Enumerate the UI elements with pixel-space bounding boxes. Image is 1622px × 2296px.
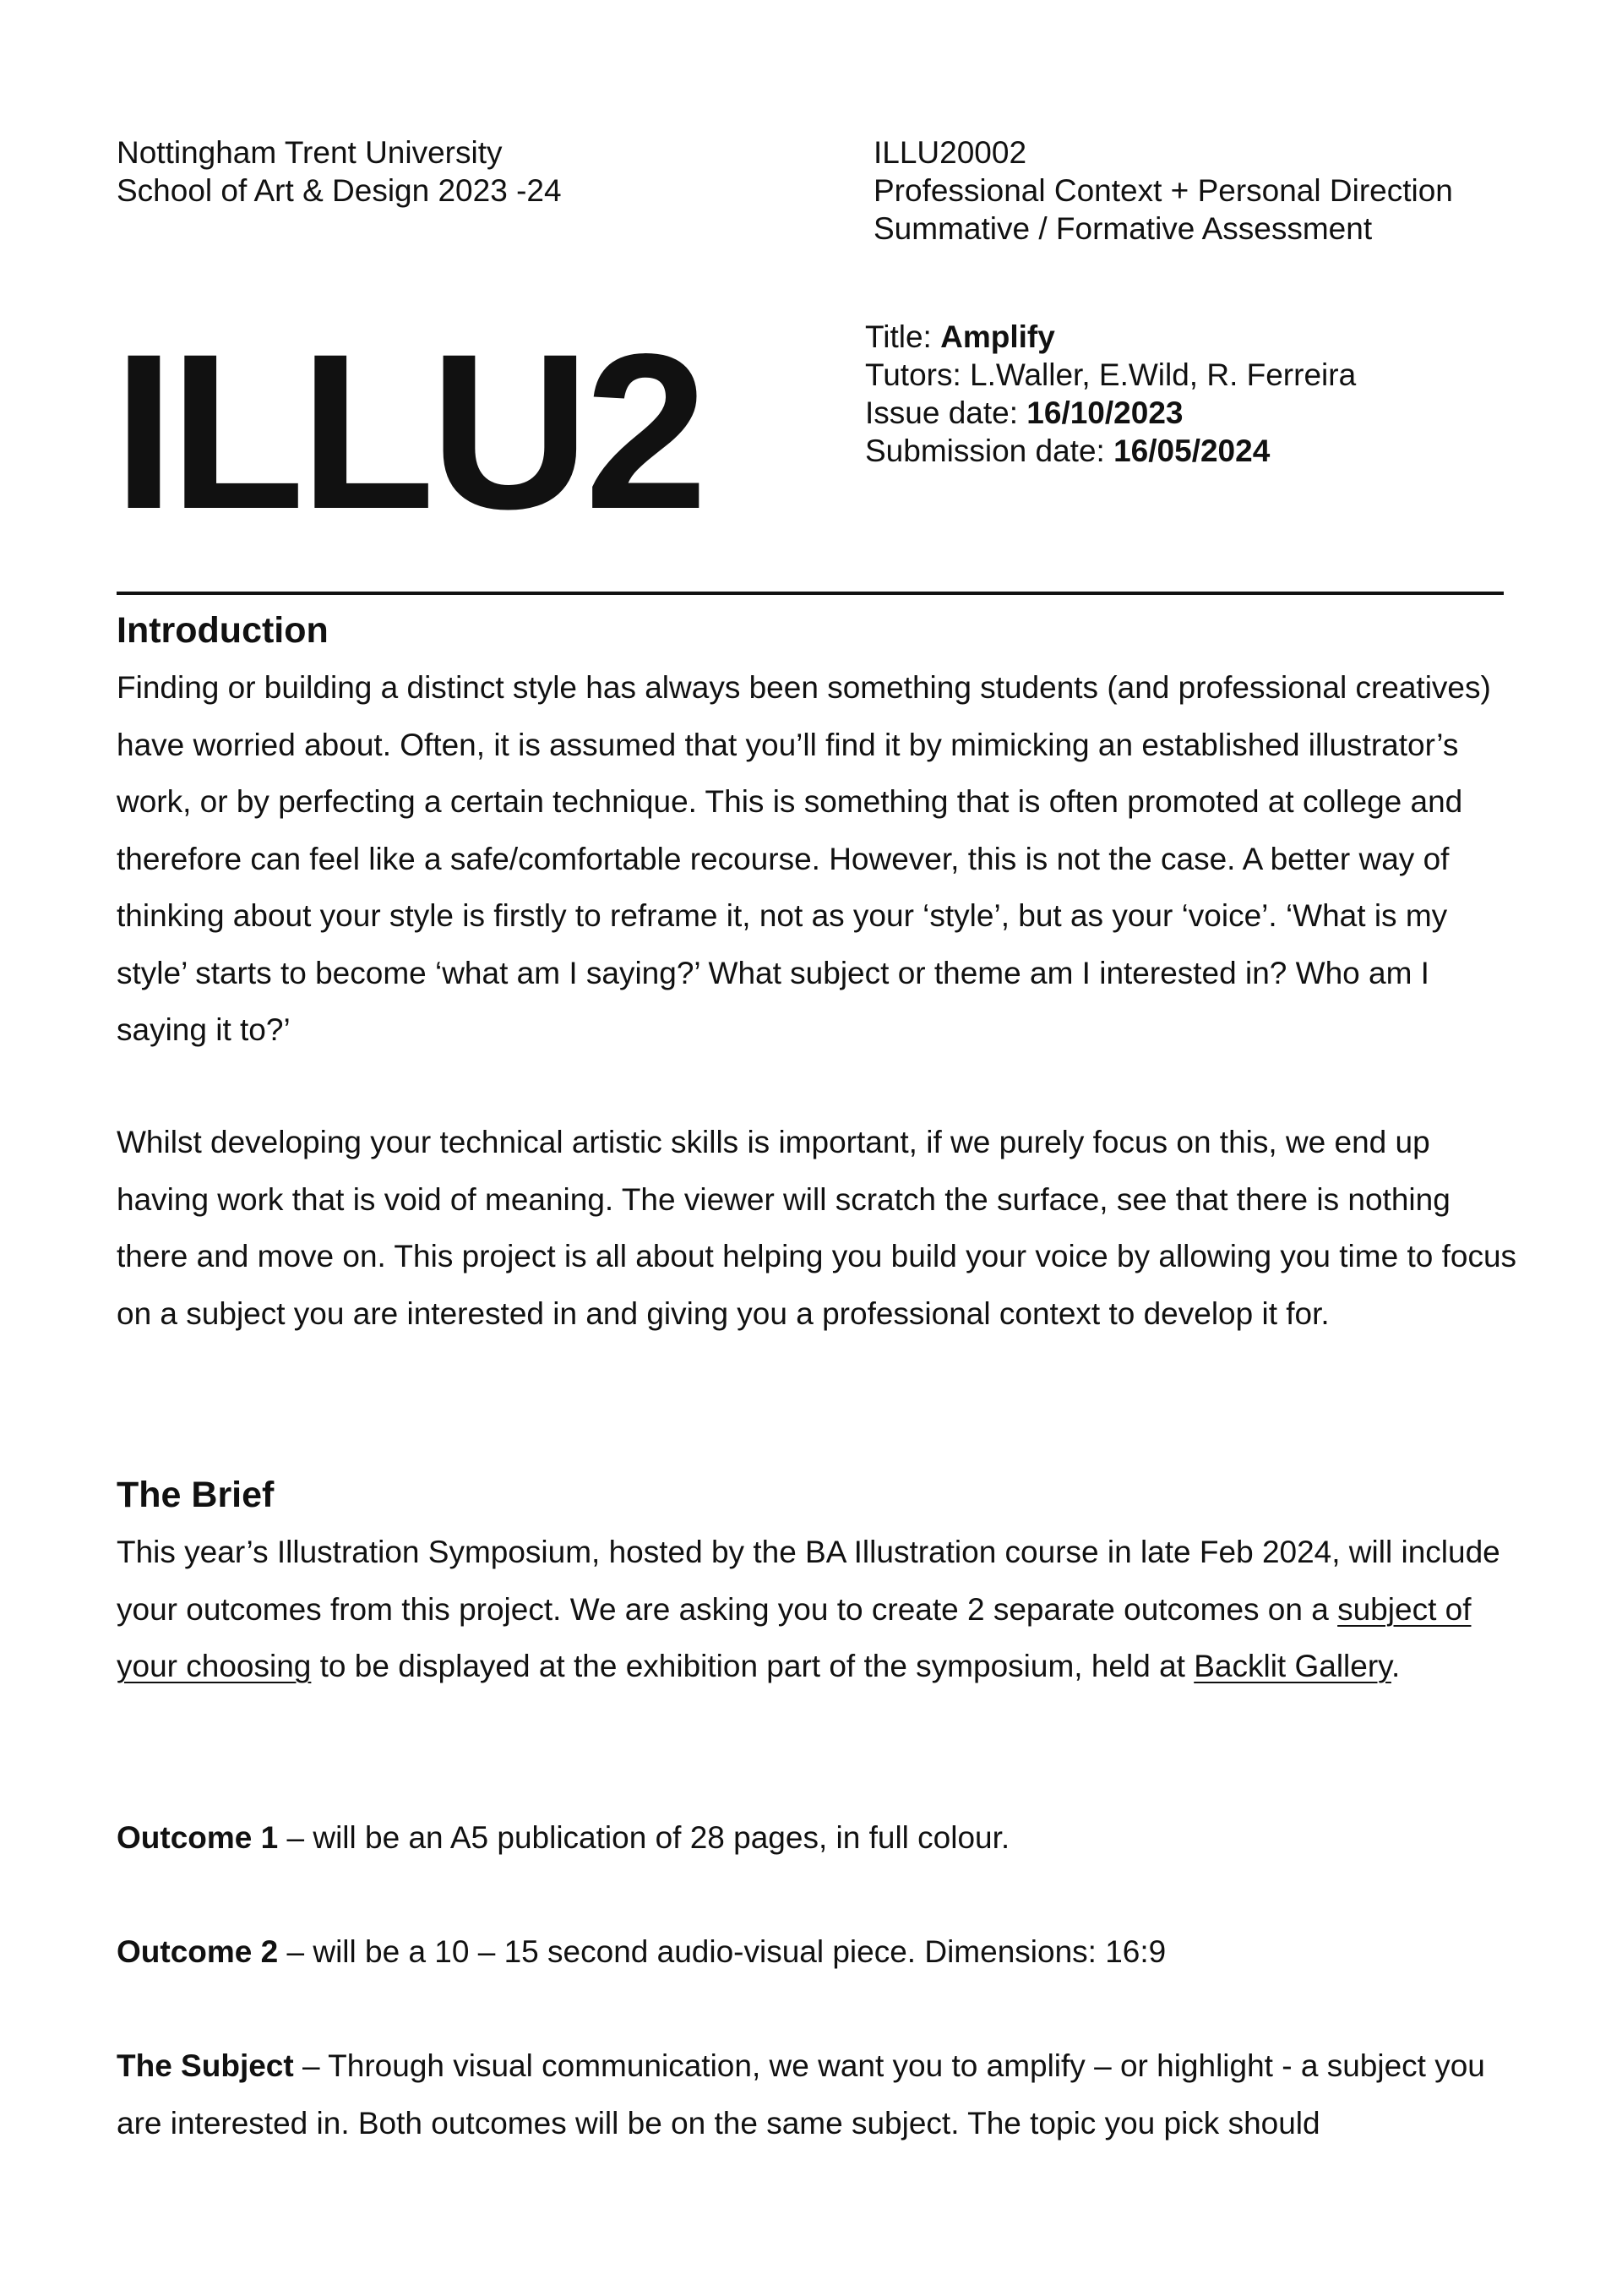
- institution-block: [117, 134, 809, 210]
- introduction-paragraph-1: [117, 659, 1519, 1059]
- submission-date-label: Submission date:: [865, 434, 1114, 468]
- institution-name: Nottingham Trent University: [117, 135, 503, 170]
- project-title-line: [865, 318, 1592, 356]
- project-meta: [865, 318, 1592, 470]
- outcome-1-label: Outcome 1: [117, 1820, 279, 1855]
- subject-description: – Through visual communication, we want you to amplify – or highlight - a subject you are interested in. Both outcomes will be on the same subject. The topic you pick should: [117, 2048, 1485, 2141]
- brief-text-part-3: .: [1391, 1649, 1401, 1683]
- school-year: School of Art & Design 2023 -24: [117, 173, 562, 208]
- outcome-1-description: – will be an A5 publication of 28 pages, in full colour.: [278, 1820, 1010, 1855]
- subject-paragraph: [117, 2037, 1519, 2151]
- issue-date-line: [865, 394, 1592, 432]
- outcome-1-paragraph: [117, 1809, 1519, 1867]
- backlit-gallery-link[interactable]: Backlit Gallery: [1194, 1649, 1391, 1683]
- subject-text: [117, 2037, 1519, 2151]
- module-code: ILLU20002: [874, 135, 1027, 170]
- issue-date-label: Issue date:: [865, 395, 1027, 430]
- page-title: ILLU2: [113, 308, 703, 555]
- introduction-paragraph-2: [117, 1114, 1519, 1342]
- divider-rule: [117, 592, 1504, 595]
- title-value: Amplify: [940, 319, 1055, 354]
- introduction-text-2: Whilst developing your technical artistic skills is important, if we purely focus on this, we end up having work that is void of meaning. The viewer will scratch the surface, see that there is nothing there and move on. This project is all about helping you build your voice by allowing you time to focus on a subject you are interested in and giving you a professional context to develop it for.: [117, 1125, 1517, 1331]
- introduction-heading: Introduction: [117, 610, 329, 651]
- assessment-type: Summative / Formative Assessment: [874, 211, 1373, 246]
- brief-text-part-1: This year’s Illustration Symposium, hosted by the BA Illustration course in late Feb 2024, will include your outcomes from this project. We are asking you to create 2 separate outcomes on a: [117, 1535, 1500, 1627]
- outcome-2-label: Outcome 2: [117, 1934, 279, 1969]
- introduction-text-1: Finding or building a distinct style has always been something students (and professional creatives) have worried about. Often, it is assumed that you’ll find it by mimicking an established illustrator’s work, or by perfecting a certain technique. This is something that is often promoted at college and therefore can feel like a safe/comfortable recourse. However, this is not the case. A better way of thinking about your style is firstly to reframe it, not as your ‘style’, but as your ‘voice’. ‘What is my style’ starts to become ‘what am I saying?’ What subject or theme am I interested in? Who am I saying it to?’: [117, 670, 1491, 1047]
- subject-of-your-choosing-link[interactable]: subject of your choosing: [117, 1591, 1472, 1683]
- title-label: Title:: [865, 319, 941, 354]
- brief-paragraph: [117, 1524, 1519, 1695]
- submission-date-line: [865, 432, 1592, 470]
- tutors-line: Tutors: L.Waller, E.Wild, R. Ferreira: [865, 357, 1357, 392]
- subject-label: The Subject: [117, 2048, 294, 2083]
- issue-date-value: 16/10/2023: [1026, 395, 1184, 430]
- outcome-2-text: [117, 1923, 1519, 1981]
- brief-heading: The Brief: [117, 1475, 275, 1515]
- brief-text: [117, 1524, 1519, 1695]
- brief-text-part-2: to be displayed at the exhibition part of the symposium, held at: [311, 1649, 1195, 1683]
- outcome-2-description: – will be a 10 – 15 second audio-visual piece. Dimensions: 16:9: [278, 1934, 1167, 1969]
- module-block: [874, 134, 1566, 248]
- outcome-2-paragraph: [117, 1923, 1519, 1981]
- module-name: Professional Context + Personal Direction: [874, 173, 1453, 208]
- submission-date-value: 16/05/2024: [1113, 434, 1271, 468]
- outcome-1-text: [117, 1809, 1519, 1867]
